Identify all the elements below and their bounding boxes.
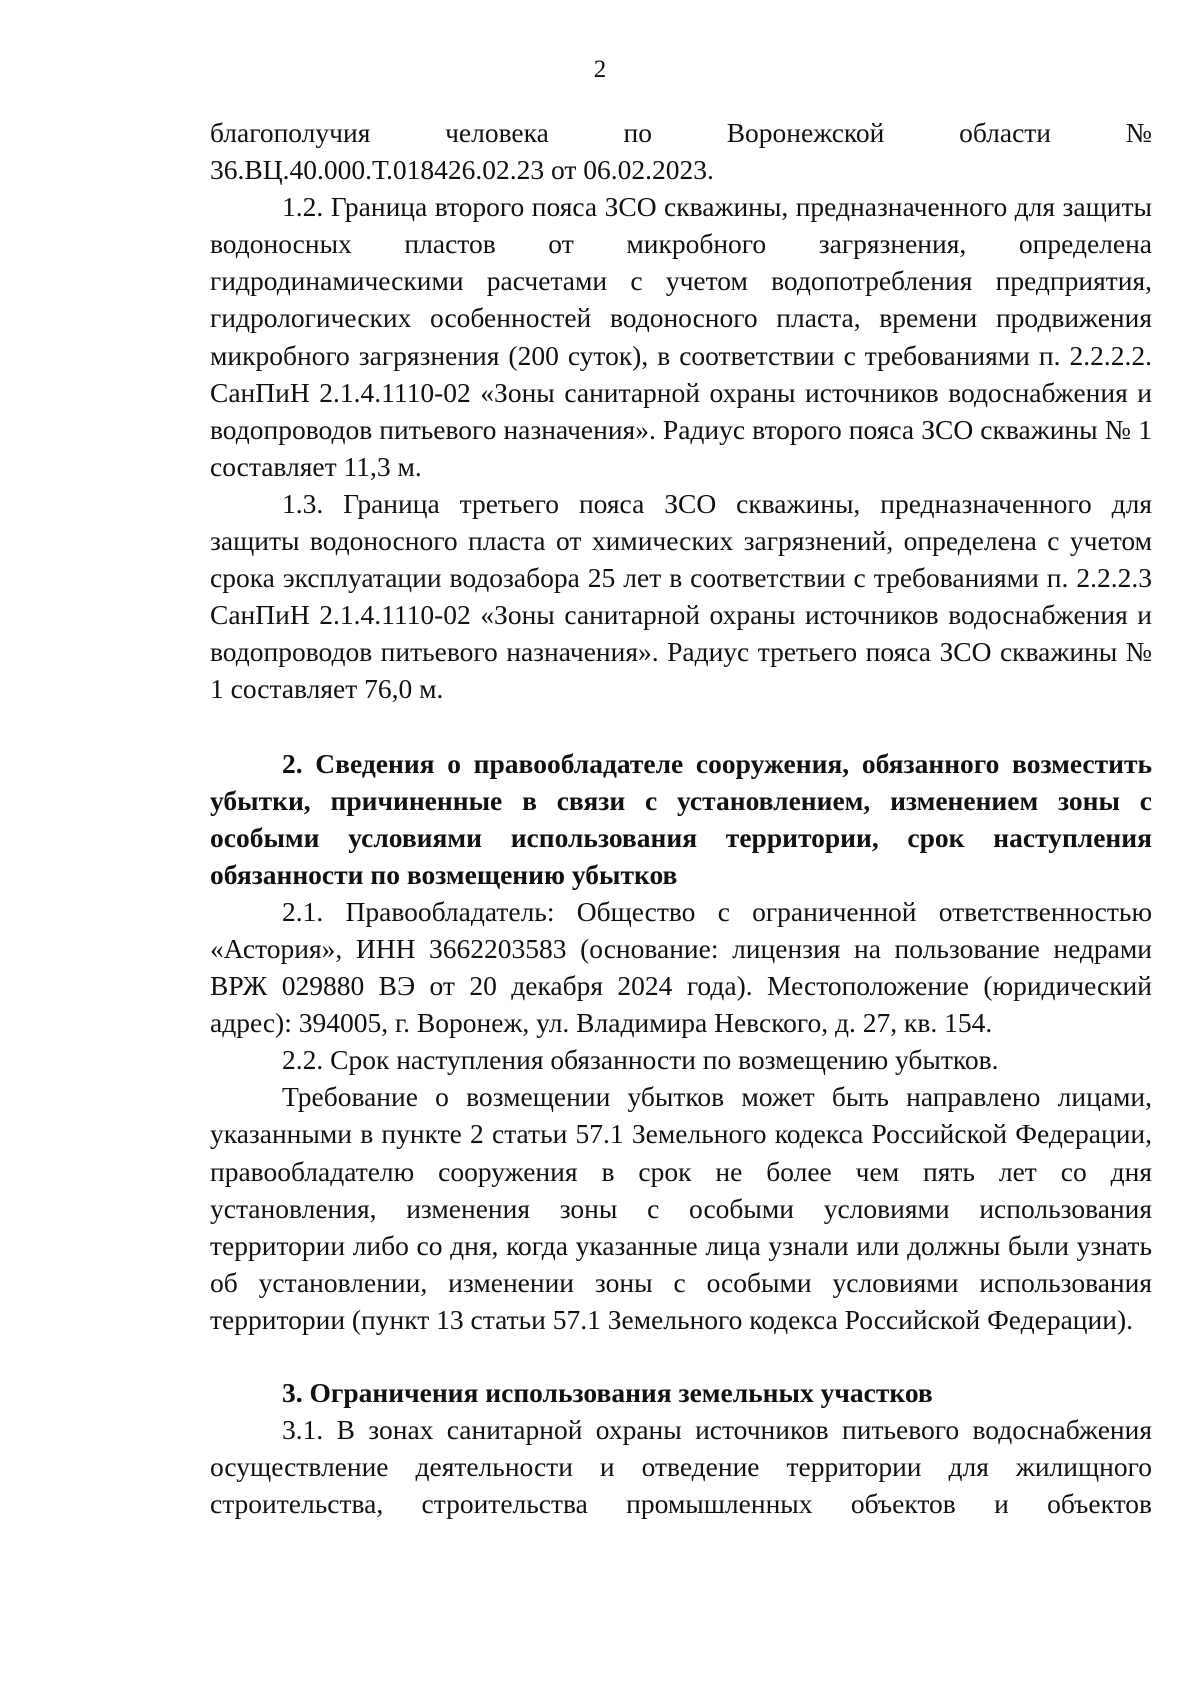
paragraph-2-2-text: Требование о возмещении убытков может быть направлено лицами, указанными в пункте 2 статьи 57.1 Земельного кодекса Российской Федерации, правообладателю сооружения в срок не более чем пять лет со дня установления, изменения зоны с особыми условиями использования территории либо со дня, когда указанные лица узнали или должны были узнать об установлении, изменении зоны с особыми условиями использования территории (пункт 13 статьи 57.1 Земельного кодекса Российской Федерации). [210, 1081, 1152, 1335]
paragraph-1-2: 1.2. Граница второго пояса ЗСО скважины, предназначенного для защиты водоносных пластов от микробного загрязнения, определена гидродинамическими расчетами с учетом водопотребления предприятия, гидрологических особенностей водоносного пласта, времени продвижения микробного загрязнения (200 суток), в соответствии с требованиями п. 2.2.2.2. СанПиН 2.1.4.1110-02 «Зоны санитарной охраны источников водоснабжения и водопроводов питьевого назначения». Радиус второго пояса ЗСО скважины № 1 составляет 11,3 м. [210, 191, 1152, 482]
document-body [210, 114, 1152, 1522]
page-number: 2 [593, 56, 607, 83]
paragraph-2-1: 2.1. Правообладатель: Общество с ограниченной ответственностью «Астория», ИНН 3662203583 (основание: лицензия на пользование недрами ВРЖ 029880 ВЭ от 20 декабря 2024 года). Местоположение (юридический адрес): 394005, г. Воронеж, ул. Владимира Невского, д. 27, кв. 154. [210, 895, 1152, 1039]
section-2-heading: 2. Сведения о правообладателе сооружения, обязанного возместить убытки, причиненные в связи с установлением, изменением зоны с особыми условиями использования территории, срок наступления обязанности по возмещению убытков [210, 747, 1152, 890]
section-3-heading: 3. Ограничения использования земельных участков [282, 1377, 933, 1408]
paragraph-intro-continuation: благополучия человека по Воронежской области № 36.ВЦ.40.000.Т.018426.02.23 от 06.02.2023. [210, 117, 1152, 186]
paragraph-1-3: 1.3. Граница третьего пояса ЗСО скважины, предназначенного для защиты водоносного пласта от химических загрязнений, определена с учетом срока эксплуатации водозабора 25 лет в соответствии с требованиями п. 2.2.2.3 СанПиН 2.1.4.1110-02 «Зоны санитарной охраны источников водоснабжения и водопроводов питьевого назначения». Радиус третьего пояса ЗСО скважины № 1 составляет 76,0 м. [210, 487, 1152, 705]
paragraph-2-2: 2.2. Срок наступления обязанности по возмещению убытков. [282, 1044, 999, 1076]
paragraph-3-1: 3.1. В зонах санитарной охраны источников питьевого водоснабжения осуществление деятельности и отведение территории для жилищного строительства, строительства промышленных объектов и объектов [210, 1414, 1152, 1520]
